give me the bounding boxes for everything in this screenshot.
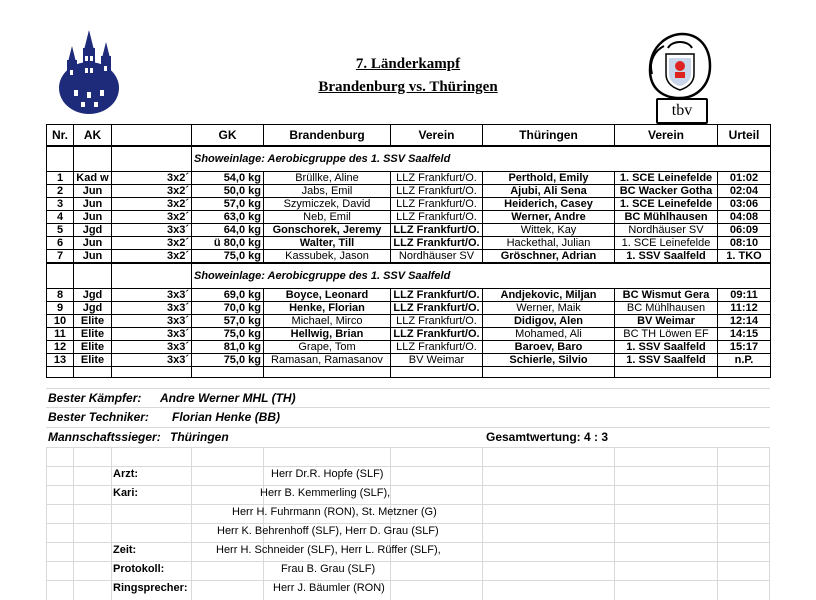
- age-class: Jun: [74, 185, 112, 198]
- col-header-format: [112, 125, 192, 147]
- age-class: Kad w: [74, 172, 112, 185]
- bout-number: 12: [47, 341, 74, 354]
- thueringen-club: BC Mühlhausen: [615, 211, 718, 224]
- age-class: Jun: [74, 237, 112, 250]
- tbv-logo: [642, 30, 714, 122]
- verdict: 1. TKO: [718, 250, 771, 264]
- col-header-gk: GK: [192, 125, 264, 147]
- thueringen-boxer: Werner, Andre: [483, 211, 615, 224]
- zeit-label: Zeit:: [113, 544, 137, 556]
- bout-number: 3: [47, 198, 74, 211]
- col-header-urteil: Urteil: [718, 125, 771, 147]
- table-row: [47, 172, 771, 185]
- col-header-thueringen: Thüringen: [483, 125, 615, 147]
- round-format: 3x3´: [112, 315, 192, 328]
- bout-number: 5: [47, 224, 74, 237]
- thueringen-club: Nordhäuser SV: [615, 224, 718, 237]
- bout-number: 7: [47, 250, 74, 264]
- arzt-label: Arzt:: [113, 468, 139, 480]
- blank-cell: [74, 263, 112, 289]
- verdict: 12:14: [718, 315, 771, 328]
- thueringen-club: BC Wacker Gotha: [615, 185, 718, 198]
- ringsprecher-label: Ringsprecher:: [113, 582, 188, 594]
- brandenburg-boxer: Grape, Tom: [264, 341, 391, 354]
- blank-cell: [47, 263, 74, 289]
- best-technician-label: Bester Techniker:: [48, 410, 149, 424]
- weight-class: 70,0 kg: [192, 302, 264, 315]
- table-row: [47, 198, 771, 211]
- age-class: Elite: [74, 315, 112, 328]
- verdict: 08:10: [718, 237, 771, 250]
- thueringen-club: 1. SSV Saalfeld: [615, 354, 718, 367]
- age-class: Elite: [74, 341, 112, 354]
- brandenburg-club: LLZ Frankfurt/O.: [391, 315, 483, 328]
- thueringen-boxer: Werner, Maik: [483, 302, 615, 315]
- verdict: 02:04: [718, 185, 771, 198]
- brandenburg-boxer: Brüllke, Aline: [264, 172, 391, 185]
- blank-cell: [112, 263, 192, 289]
- thueringen-boxer: Heiderich, Casey: [483, 198, 615, 211]
- table-row: [47, 211, 771, 224]
- weight-class: 50,0 kg: [192, 185, 264, 198]
- brandenburg-boxer: Gonschorek, Jeremy: [264, 224, 391, 237]
- thueringen-club: 1. SCE Leinefelde: [615, 172, 718, 185]
- brandenburg-club: LLZ Frankfurt/O.: [391, 328, 483, 341]
- weight-class: 57,0 kg: [192, 315, 264, 328]
- verdict: 11:12: [718, 302, 771, 315]
- thueringen-boxer: Ajubi, Ali Sena: [483, 185, 615, 198]
- zeit-value: Herr H. Schneider (SLF), Herr L. Rüffer (SLF),: [216, 544, 441, 556]
- bout-number: 2: [47, 185, 74, 198]
- brandenburg-boxer: Michael, Mirco: [264, 315, 391, 328]
- brandenburg-boxer: Henke, Florian: [264, 302, 391, 315]
- thueringen-club: 1. SCE Leinefelde: [615, 198, 718, 211]
- table-row: [47, 224, 771, 237]
- showeinlage-row: [47, 146, 771, 172]
- kari-label: Kari:: [113, 487, 139, 499]
- tbv-logo-text: tbv: [656, 98, 708, 124]
- brandenburg-club: LLZ Frankfurt/O.: [391, 185, 483, 198]
- round-format: 3x2´: [112, 250, 192, 264]
- thueringen-boxer: Wittek, Kay: [483, 224, 615, 237]
- brandenburg-club: LLZ Frankfurt/O.: [391, 198, 483, 211]
- thueringen-club: BC Wismut Gera: [615, 289, 718, 302]
- table-row: [47, 250, 771, 264]
- age-class: Jgd: [74, 302, 112, 315]
- overall-score: Gesamtwertung: 4 : 3: [486, 430, 609, 444]
- bout-number: 11: [47, 328, 74, 341]
- team-winner-value: Thüringen: [170, 430, 229, 444]
- showeinlage-text: Showeinlage: Aerobicgruppe des 1. SSV Saalfeld: [192, 263, 771, 289]
- thueringen-boxer: Hackethal, Julian: [483, 237, 615, 250]
- col-header-brandenburg: Brandenburg: [264, 125, 391, 147]
- protokoll-label: Protokoll:: [113, 563, 165, 575]
- round-format: 3x3´: [112, 302, 192, 315]
- weight-class: 63,0 kg: [192, 211, 264, 224]
- round-format: 3x2´: [112, 237, 192, 250]
- brandenburg-club: LLZ Frankfurt/O.: [391, 172, 483, 185]
- table-row: [47, 341, 771, 354]
- page-title: 7. Länderkampf: [355, 56, 461, 72]
- bout-number: 13: [47, 354, 74, 367]
- brandenburg-club: LLZ Frankfurt/O.: [391, 237, 483, 250]
- thueringen-boxer: Mohamed, Ali: [483, 328, 615, 341]
- kari-value-line1: Herr B. Kemmerling (SLF),: [260, 487, 391, 499]
- weight-class: 75,0 kg: [192, 354, 264, 367]
- weight-class: 75,0 kg: [192, 250, 264, 264]
- verdict: 15:17: [718, 341, 771, 354]
- thueringen-club: 1. SSV Saalfeld: [615, 250, 718, 264]
- best-fighter-value: Andre Werner MHL (TH): [160, 391, 296, 405]
- table-row: [47, 237, 771, 250]
- bout-number: 6: [47, 237, 74, 250]
- round-format: 3x3´: [112, 289, 192, 302]
- verdict: 14:15: [718, 328, 771, 341]
- age-class: Jgd: [74, 224, 112, 237]
- round-format: 3x3´: [112, 354, 192, 367]
- bout-number: 9: [47, 302, 74, 315]
- best-technician-value: Florian Henke (BB): [172, 410, 281, 424]
- brandenburg-boxer: Szymiczek, David: [264, 198, 391, 211]
- col-header-verein-bb: Verein: [391, 125, 483, 147]
- bout-number: 8: [47, 289, 74, 302]
- blank-cell: [74, 367, 112, 378]
- round-format: 3x2´: [112, 172, 192, 185]
- blank-cell: [47, 367, 74, 378]
- blank-cell: [112, 367, 192, 378]
- weight-class: 54,0 kg: [192, 172, 264, 185]
- verdict: 09:11: [718, 289, 771, 302]
- round-format: 3x2´: [112, 198, 192, 211]
- bout-number: 10: [47, 315, 74, 328]
- brandenburg-club: LLZ Frankfurt/O.: [391, 211, 483, 224]
- best-fighter-label: Bester Kämpfer:: [48, 391, 142, 405]
- table-row: [47, 185, 771, 198]
- brandenburg-boxer: Ramasan, Ramasanov: [264, 354, 391, 367]
- thueringen-boxer: Perthold, Emily: [483, 172, 615, 185]
- team-winner-label: Mannschaftssieger:: [48, 430, 161, 444]
- ringsprecher-value: Herr J. Bäumler (RON): [273, 582, 385, 594]
- thueringen-club: BC TH Löwen EF: [615, 328, 718, 341]
- verdict: 06:09: [718, 224, 771, 237]
- brandenburg-club: Nordhäuser SV: [391, 250, 483, 264]
- showeinlage-row: [47, 263, 771, 289]
- thueringen-boxer: Andjekovic, Miljan: [483, 289, 615, 302]
- col-header-ak: AK: [74, 125, 112, 147]
- brandenburg-boxer: Neb, Emil: [264, 211, 391, 224]
- blank-cell: [264, 367, 391, 378]
- weight-class: 75,0 kg: [192, 328, 264, 341]
- brandenburg-boxer: Boyce, Leonard: [264, 289, 391, 302]
- blank-cell: [483, 367, 615, 378]
- thueringen-boxer: Schierle, Silvio: [483, 354, 615, 367]
- weight-class: 81,0 kg: [192, 341, 264, 354]
- blank-cell: [615, 367, 718, 378]
- brandenburg-boxer: Walter, Till: [264, 237, 391, 250]
- kari-value-line2: Herr H. Fuhrmann (RON), St. Metzner (G): [232, 506, 437, 518]
- thueringen-boxer: Didigov, Alen: [483, 315, 615, 328]
- brandenburg-boxer: Hellwig, Brian: [264, 328, 391, 341]
- age-class: Jun: [74, 211, 112, 224]
- shield-logo-icon: [642, 30, 714, 102]
- page-subtitle: Brandenburg vs. Thüringen: [318, 79, 498, 95]
- age-class: Jun: [74, 250, 112, 264]
- col-header-verein-th: Verein: [615, 125, 718, 147]
- showeinlage-text: Showeinlage: Aerobicgruppe des 1. SSV Saalfeld: [192, 146, 771, 172]
- thueringen-club: BV Weimar: [615, 315, 718, 328]
- round-format: 3x3´: [112, 224, 192, 237]
- blank-cell: [112, 146, 192, 172]
- blank-cell: [391, 367, 483, 378]
- weight-class: ü 80,0 kg: [192, 237, 264, 250]
- col-header-nr: Nr.: [47, 125, 74, 147]
- verdict: 03:06: [718, 198, 771, 211]
- weight-class: 64,0 kg: [192, 224, 264, 237]
- result-sheet: [46, 26, 770, 600]
- thueringen-club: 1. SSV Saalfeld: [615, 341, 718, 354]
- age-class: Elite: [74, 328, 112, 341]
- empty-row: [47, 367, 771, 378]
- round-format: 3x3´: [112, 328, 192, 341]
- blank-cell: [47, 146, 74, 172]
- kari-value-line3: Herr K. Behrenhoff (SLF), Herr D. Grau (SLF): [217, 525, 439, 537]
- results-table: [46, 124, 771, 378]
- brandenburg-club: LLZ Frankfurt/O.: [391, 224, 483, 237]
- brandenburg-club: LLZ Frankfurt/O.: [391, 302, 483, 315]
- weight-class: 57,0 kg: [192, 198, 264, 211]
- arzt-value: Herr Dr.R. Hopfe (SLF): [271, 468, 384, 480]
- verdict: n.P.: [718, 354, 771, 367]
- brandenburg-club: LLZ Frankfurt/O.: [391, 289, 483, 302]
- blank-cell: [74, 146, 112, 172]
- age-class: Jun: [74, 198, 112, 211]
- round-format: 3x2´: [112, 185, 192, 198]
- verdict: 04:08: [718, 211, 771, 224]
- thueringen-club: BC Mühlhausen: [615, 302, 718, 315]
- brandenburg-boxer: Jabs, Emil: [264, 185, 391, 198]
- age-class: Jgd: [74, 289, 112, 302]
- brandenburg-club: LLZ Frankfurt/O.: [391, 341, 483, 354]
- verdict: 01:02: [718, 172, 771, 185]
- thueringen-club: 1. SCE Leinefelde: [615, 237, 718, 250]
- bout-number: 4: [47, 211, 74, 224]
- brandenburg-boxer: Kassubek, Jason: [264, 250, 391, 264]
- thueringen-boxer: Baroev, Baro: [483, 341, 615, 354]
- table-row: [47, 328, 771, 341]
- round-format: 3x3´: [112, 341, 192, 354]
- weight-class: 69,0 kg: [192, 289, 264, 302]
- table-header-row: [47, 125, 771, 147]
- bout-number: 1: [47, 172, 74, 185]
- thueringen-boxer: Gröschner, Adrian: [483, 250, 615, 264]
- round-format: 3x2´: [112, 211, 192, 224]
- blank-cell: [192, 367, 264, 378]
- brandenburg-club: BV Weimar: [391, 354, 483, 367]
- protokoll-value: Frau B. Grau (SLF): [281, 563, 376, 575]
- table-row: [47, 315, 771, 328]
- age-class: Elite: [74, 354, 112, 367]
- table-row: [47, 302, 771, 315]
- blank-cell: [718, 367, 771, 378]
- table-row: [47, 289, 771, 302]
- table-row: [47, 354, 771, 367]
